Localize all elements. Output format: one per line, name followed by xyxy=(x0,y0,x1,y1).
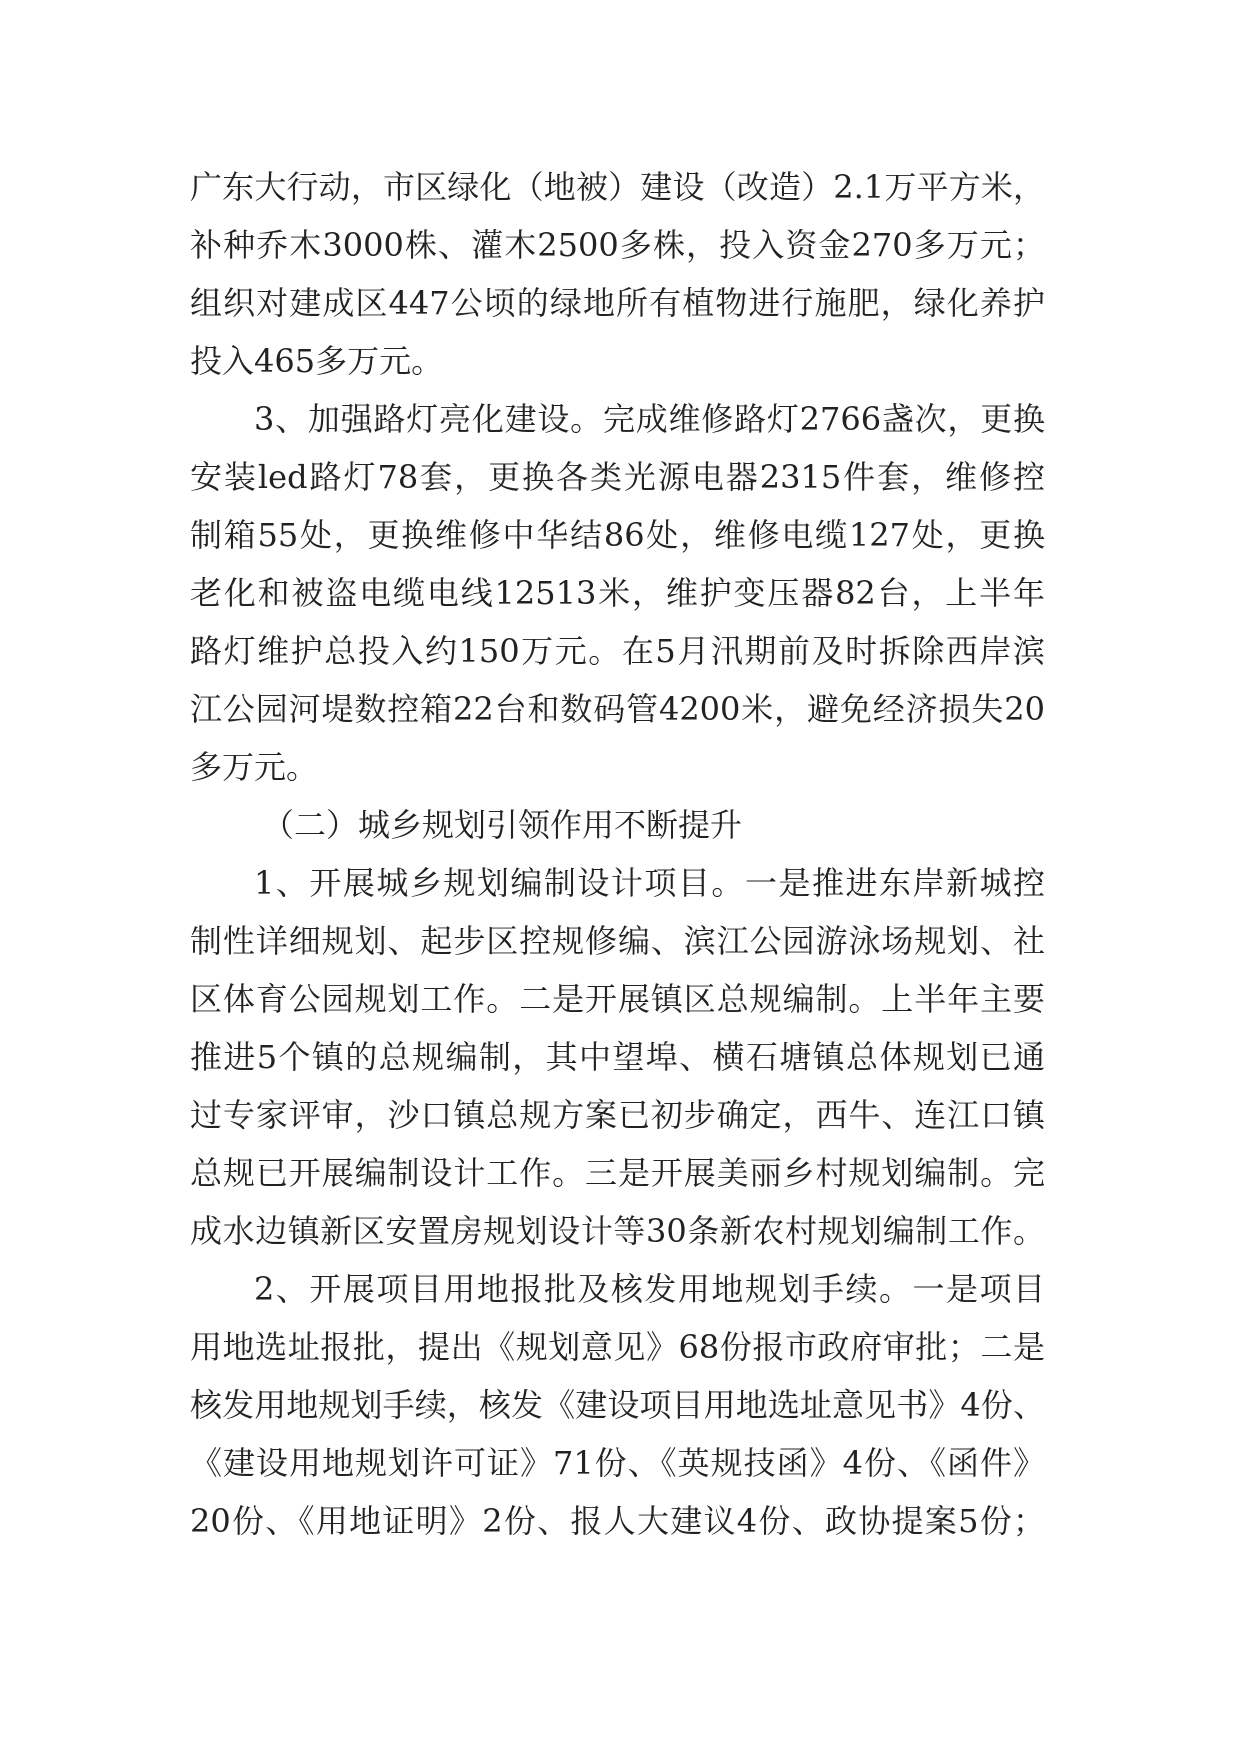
text-line: 制箱55处，更换维修中华结86处，维修电缆127处，更换 xyxy=(190,516,1045,554)
section-heading: （二）城乡规划引领作用不断提升 xyxy=(262,806,743,844)
text-line: 路灯维护总投入约150万元。在5月汛期前及时拆除西岸滨 xyxy=(190,632,1045,670)
text-line: 补种乔木3000株、灌木2500多株，投入资金270多万元； xyxy=(190,226,1045,264)
paragraph-first-line: 1、开展城乡规划编制设计项目。一是推进东岸新城控 xyxy=(254,864,1045,902)
text-line: 用地选址报批，提出《规划意见》68份报市政府审批；二是 xyxy=(190,1328,1045,1366)
text-line: 投入465多万元。 xyxy=(190,342,444,380)
paragraph-first-line: 3、加强路灯亮化建设。完成维修路灯2766盏次，更换 xyxy=(254,400,1045,438)
text-line: 组织对建成区447公顷的绿地所有植物进行施肥，绿化养护 xyxy=(190,284,1045,322)
text-line: 安装led路灯78套，更换各类光源电器2315件套，维修控 xyxy=(190,458,1045,496)
text-line: 核发用地规划手续，核发《建设项目用地选址意见书》4份、 xyxy=(190,1386,1045,1424)
text-line: 多万元。 xyxy=(190,748,319,786)
text-line: 江公园河堤数控箱22台和数码管4200米，避免经济损失20 xyxy=(190,690,1045,728)
text-line: 制性详细规划、起步区控规修编、滨江公园游泳场规划、社 xyxy=(190,922,1045,960)
text-line: 20份、《用地证明》2份、报人大建议4份、政协提案5份； xyxy=(190,1502,1045,1540)
paragraph-first-line: 2、开展项目用地报批及核发用地规划手续。一是项目 xyxy=(254,1270,1045,1308)
text-line: 广东大行动，市区绿化（地被）建设（改造）2.1万平方米， xyxy=(190,168,1045,206)
text-line: 《建设用地规划许可证》71份、《英规技函》4份、《函件》 xyxy=(190,1444,1045,1482)
text-line: 总规已开展编制设计工作。三是开展美丽乡村规划编制。完 xyxy=(190,1154,1045,1192)
text-line: 过专家评审，沙口镇总规方案已初步确定，西牛、连江口镇 xyxy=(190,1096,1045,1134)
text-line: 区体育公园规划工作。二是开展镇区总规编制。上半年主要 xyxy=(190,980,1045,1018)
text-line: 老化和被盗电缆电线12513米，维护变压器82台，上半年 xyxy=(190,574,1045,612)
text-line: 推进5个镇的总规编制，其中望埠、横石塘镇总体规划已通 xyxy=(190,1038,1045,1076)
text-line: 成水边镇新区安置房规划设计等30条新农村规划编制工作。 xyxy=(190,1212,1045,1250)
